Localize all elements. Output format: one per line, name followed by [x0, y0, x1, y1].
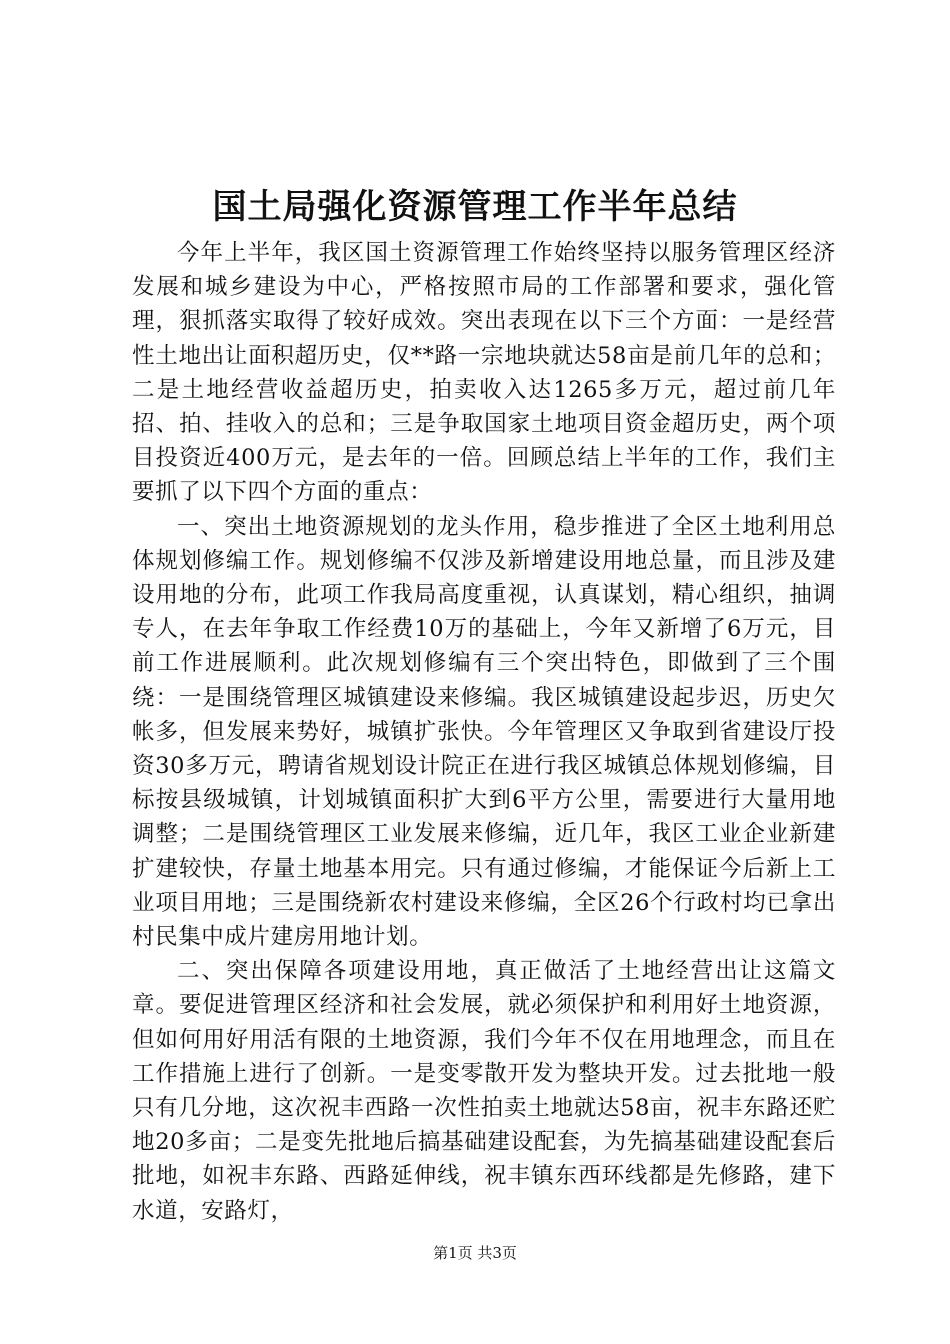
- document-body: [132, 236, 836, 1228]
- paragraph-section-one: 一、突出土地资源规划的龙头作用，稳步推进了全区土地利用总体规划修编工作。规划修编不仅涉及新增建设用地总量，而且涉及建设用地的分布，此项工作我局高度重视，认真谋划，精心组织，抽调专人，在去年争取工作经费10万的基础上，今年又新增了6万元，目前工作进展顺利。此次规划修编有三个突出特色，即做到了三个围绕：一是围绕管理区城镇建设来修编。我区城镇建设起步迟，历史欠帐多，但发展来势好，城镇扩张快。今年管理区又争取到省建设厅投资30多万元，聘请省规划设计院正在进行我区城镇总体规划修编，目标按县级城镇，计划城镇面积扩大到6平方公里，需要进行大量用地调整；二是围绕管理区工业发展来修编，近几年，我区工业企业新建扩建较快，存量土地基本用完。只有通过修编，才能保证今后新上工业项目用地；三是围绕新农村建设来修编，全区26个行政村均已拿出村民集中成片建房用地计划。: [132, 513, 836, 951]
- paragraph-section-two: 二、突出保障各项建设用地，真正做活了土地经营出让这篇文章。要促进管理区经济和社会发展，就必须保护和利用好土地资源，但如何用好用活有限的土地资源，我们今年不仅在用地理念，而且在工作措施上进行了创新。一是变零散开发为整块开发。过去批地一般只有几分地，这次祝丰西路一次性拍卖土地就达58亩，祝丰东路还贮地20多亩；二是变先批地后搞基础建设配套，为先搞基础建设配套后批地，如祝丰东路、西路延伸线，祝丰镇东西环线都是先修路，建下水道，安路灯，: [132, 958, 836, 1224]
- document-title: 国土局强化资源管理工作半年总结: [212, 187, 738, 227]
- page-footer: 第1页 共3页: [433, 1244, 517, 1262]
- paragraph-intro: 今年上半年，我区国土资源管理工作始终坚持以服务管理区经济发展和城乡建设为中心，严格按照市局的工作部署和要求，强化管理，狠抓落实取得了较好成效。突出表现在以下三个方面：一是经营性土地出让面积超历史，仅**路一宗地块就达58亩是前几年的总和；二是土地经营收益超历史，拍卖收入达1265多万元，超过前几年招、拍、挂收入的总和；三是争取国家土地项目资金超历史，两个项目投资近400万元，是去年的一倍。回顾总结上半年的工作，我们主要抓了以下四个方面的重点：: [132, 240, 836, 506]
